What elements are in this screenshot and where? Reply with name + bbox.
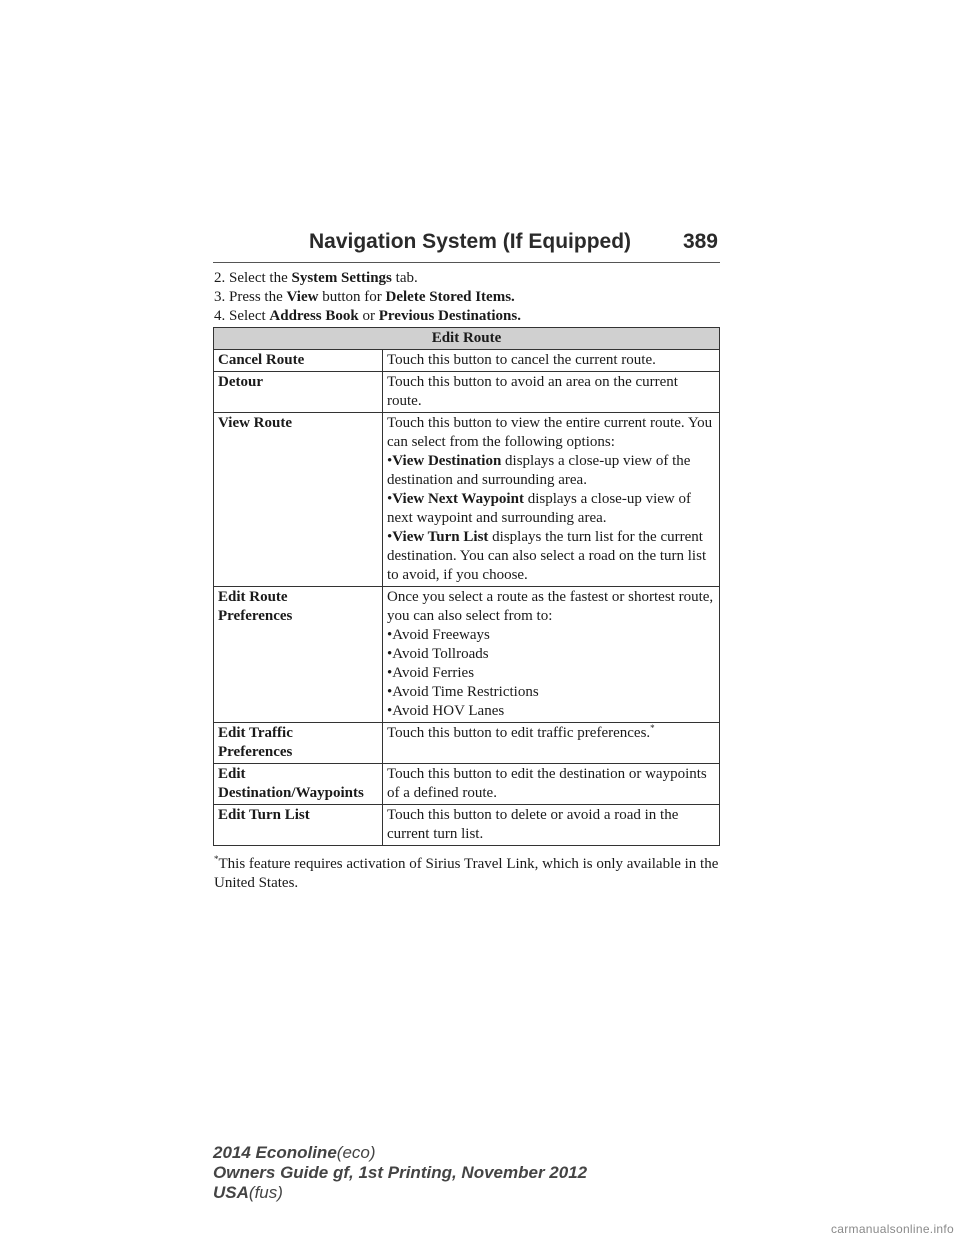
edit-route-table	[213, 327, 720, 846]
footnote-mark: *	[214, 854, 219, 864]
bullet-item: •Avoid Tollroads	[387, 646, 489, 662]
desc-detour: Touch this button to avoid an area on the current route.	[383, 372, 720, 413]
desc-edit-traffic-preferences: Touch this button to edit traffic preferences.*	[383, 723, 720, 764]
bullet-item: •Avoid Ferries	[387, 665, 475, 681]
table-title: Edit Route	[214, 328, 720, 350]
term-cancel-route: Cancel Route	[214, 350, 383, 372]
term-edit-route-preferences: Edit Route Preferences	[214, 587, 383, 723]
step-3: 3. Press the View button for Delete Stored Items.	[214, 289, 515, 305]
term-view-route: View Route	[214, 413, 383, 587]
desc-edit-turn-list: Touch this button to delete or avoid a road in the current turn list.	[383, 805, 720, 846]
footnote-marker: *	[650, 723, 655, 733]
desc-cancel-route: Touch this button to cancel the current route.	[383, 350, 720, 372]
document-footer	[213, 1143, 587, 1203]
bullet-item: •View Next Waypoint displays a close-up view of next waypoint and surrounding area.	[387, 491, 691, 526]
desc-edit-destination-waypoints: Touch this button to edit the destination or waypoints of a defined route.	[383, 764, 720, 805]
term-detour: Detour	[214, 372, 383, 413]
instruction-steps	[214, 269, 724, 326]
desc-view-route	[383, 413, 720, 587]
table-row	[214, 372, 720, 413]
section-title: Navigation System (If Equipped)	[309, 230, 632, 253]
table-row	[214, 805, 720, 846]
table-row	[214, 764, 720, 805]
bullet-item: •Avoid Freeways	[387, 627, 490, 643]
page-number: 389	[682, 230, 718, 253]
footnote: *This feature requires activation of Sirius Travel Link, which is only available in the United States.	[214, 854, 719, 891]
page-header	[213, 226, 720, 263]
footer-line-market: USA(fus)	[213, 1183, 283, 1202]
bullet-item: •Avoid Time Restrictions	[387, 684, 539, 700]
bullet-item: •View Turn List displays the turn list for the current destination. You can also select a road on the turn list to avoid, if you choose.	[387, 529, 707, 583]
bullet-item: •View Destination displays a close-up view of the destination and surrounding area.	[387, 453, 691, 488]
table-row	[214, 413, 720, 587]
site-watermark: carmanualsonline.info	[830, 1222, 954, 1236]
table-row	[214, 587, 720, 723]
step-4: 4. Select Address Book or Previous Destinations.	[214, 308, 521, 324]
term-edit-turn-list: Edit Turn List	[214, 805, 383, 846]
bullet-item: •Avoid HOV Lanes	[387, 703, 505, 719]
step-2: 2. Select the System Settings tab.	[214, 270, 418, 286]
term-edit-destination-waypoints: Edit Destination/Waypoints	[214, 764, 383, 805]
desc-text: Touch this button to view the entire current route. You can select from the following options:	[387, 415, 713, 450]
term-edit-traffic-preferences: Edit Traffic Preferences	[214, 723, 383, 764]
table-header-row	[214, 328, 720, 350]
desc-text: Once you select a route as the fastest or shortest route, you can also select from to:	[387, 589, 714, 624]
table-row	[214, 350, 720, 372]
table-row	[214, 723, 720, 764]
desc-edit-route-preferences	[383, 587, 720, 723]
footer-line-model: 2014 Econoline(eco)	[213, 1143, 376, 1162]
footer-line-printing: Owners Guide gf, 1st Printing, November 2012	[213, 1163, 588, 1182]
